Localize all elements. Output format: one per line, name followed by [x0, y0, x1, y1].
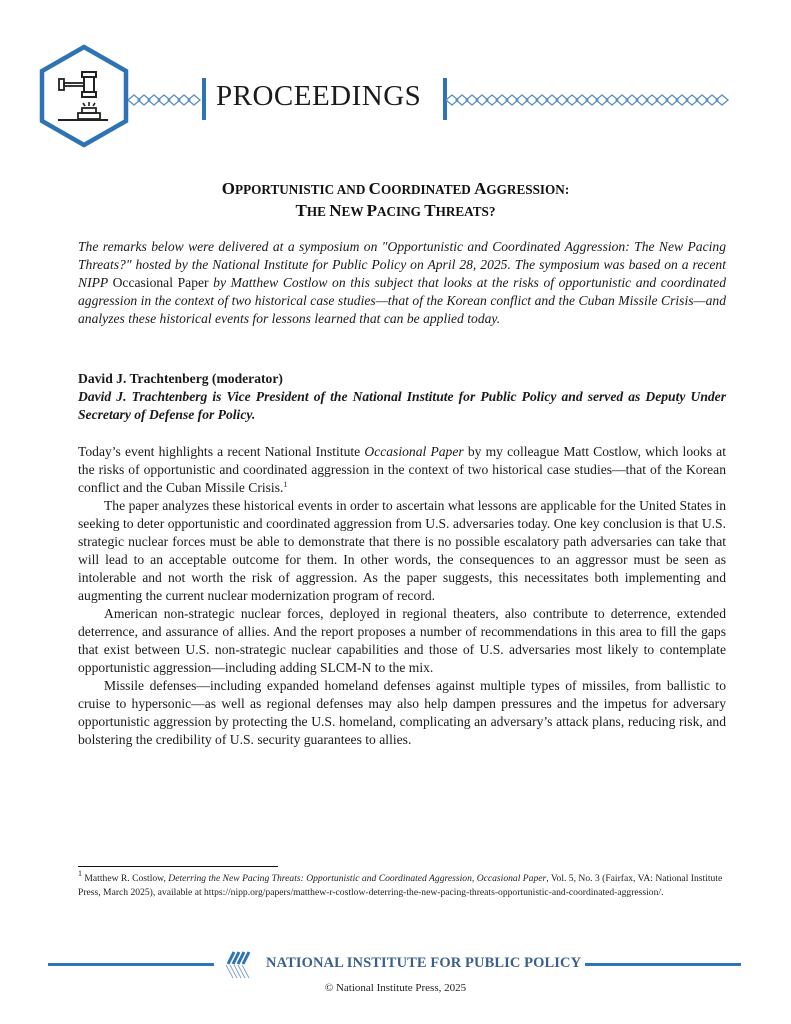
- footer-rule-right: [585, 963, 741, 966]
- body-paragraph-4: Missile defenses—including expanded homeland defenses against multiple types of missiles, from ballistic to cruise to hypersonic—as well as regional defenses may also help dampen pressures and the impetus for adversary opportunistic aggression by protecting the U.S. homeland, complicating an adversary’s attack plans, reducing risk, and bolstering the credibility of U.S. security guarantees to allies.: [78, 678, 726, 747]
- diamond-chain-left: [128, 94, 204, 106]
- nipp-stripes-logo-icon: [222, 950, 258, 980]
- footnote-link[interactable]: , Vol. 5, No. 3 (Fairfax, VA: National Institute Press, March 2025), available at https://nipp.org/papers/matthew-r-costlow-deterring-the-new-pacing-threats-opportunistic-and-coordinated-aggression/.: [78, 873, 723, 898]
- proceedings-header: [0, 40, 791, 160]
- article-title-line-1: OPPORTUNISTIC AND COORDINATED AGGRESSION:: [221, 179, 570, 198]
- gavel-icon: [38, 44, 130, 148]
- footnote-ref-1[interactable]: 1: [283, 480, 288, 489]
- header-divider-left: [202, 78, 206, 120]
- copyright-notice: © National Institute Press, 2025: [324, 982, 467, 994]
- footnote-divider: [78, 866, 278, 867]
- body-paragraph-2: The paper analyzes these historical events in order to ascertain what lessons are applicable for the United States in seeking to deter opportunistic and coordinated aggression from U.S. adversaries today. One key conclusion is that U.S. strategic nuclear forces must be able to demonstrate that there is no possible escalatory path adversaries can take that will lead to an acceptable outcome for them. In other words, the consequences to an aggressor must be seen as intolerable and not worth the risk of aggression. As the paper suggests, this necessitates both implementing and augmenting the current nuclear modernization program of record.: [78, 498, 726, 603]
- speaker-bio: David J. Trachtenberg is Vice President of the National Institute for Public Policy and served as Deputy Under Secretary of Defense for Policy.: [78, 389, 726, 422]
- body-paragraph-1: Today’s event highlights a recent National Institute Occasional Paper by my colleague Matt Costlow, which looks at the risks of opportunistic and coordinated aggression in the context of two historical case studies—that of the Korean conflict and the Cuban Missile Crisis.$^1$: [78, 444, 726, 495]
- remarks-body: [78, 443, 726, 749]
- diamond-chain-right: [446, 94, 736, 106]
- speaker-block: [78, 370, 726, 424]
- body-paragraph-3: American non-strategic nuclear forces, deployed in regional theaters, also contribute to deterrence, extended deterrence, and assurance of allies. And the report proposes a number of recommendations in this area to fill the gaps that exist between U.S. non-strategic nuclear capabilities and those of U.S. adversaries most likely to contemplate opportunistic aggression—including adding SLCM-N to the mix.: [78, 606, 726, 675]
- footnote-1: $^1$ Matthew R. Costlow, Deterring the New Pacing Threats: Opportunistic and Coordinated Aggression, Occasional Paper, Vol. 5, No. 3 (Fairfax, VA: National Institute Press, March 2025), available at https://nipp.org/papers/matthew-r-costlow-deterring-the-new-pacing-threats-opportunistic-and-coordinated-aggression/.: [78, 869, 723, 898]
- page-title: PROCEEDINGS: [216, 80, 422, 112]
- footer-org-name: NATIONAL INSTITUTE FOR PUBLIC POLICY: [266, 955, 582, 971]
- footer-rule-left: [48, 963, 214, 966]
- intro-paragraph: The remarks below were delivered at a symposium on "Opportunistic and Coordinated Aggression: The New Pacing Threats?" hosted by the National Institute for Public Policy on April 28, 2025. The symposium was based on a recent NIPP Occasional Paper by Matthew Costlow on this subject that looks at the risks of opportunistic and coordinated aggression in the context of two historical case studies—that of the Korean conflict and the Cuban Missile Crisis—and analyzes these historical events for lessons learned that can be applied today.: [78, 239, 726, 326]
- article-title-line-2: THE NEW PACING THREATS?: [295, 201, 496, 220]
- speaker-name: David J. Trachtenberg (moderator): [78, 371, 283, 386]
